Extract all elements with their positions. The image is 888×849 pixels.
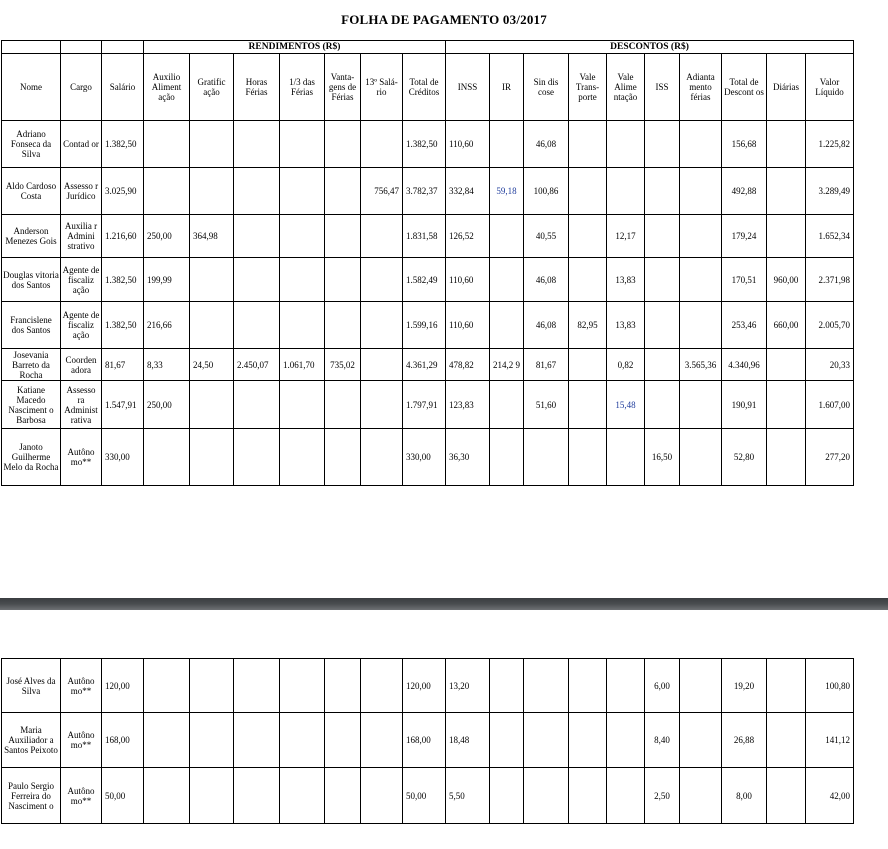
- cell-nome: Josevania Barreto da Rocha: [2, 349, 61, 381]
- cell-iss: 2,50: [645, 768, 680, 824]
- cell-nome: José Alves da Silva: [2, 659, 61, 713]
- cell-vale-alim: [607, 168, 645, 215]
- cell-salario: 1.547,91: [102, 381, 144, 429]
- cell-inss: 332,84: [446, 168, 490, 215]
- cell-vale-transp: [569, 349, 607, 381]
- cell-cargo: Auxilia r Admini strativo: [61, 215, 102, 258]
- cell-gratif: [190, 258, 234, 302]
- column-header-inss: INSS: [446, 54, 490, 121]
- cell-salario: 1.382,50: [102, 258, 144, 302]
- cell-total-creditos: 1.582,49: [403, 258, 446, 302]
- cell-diarias: [767, 168, 806, 215]
- column-header-iss: ISS: [645, 54, 680, 121]
- cell-total-creditos: 50,00: [403, 768, 446, 824]
- cell-horas-ferias: [234, 381, 280, 429]
- cell-decimo: [361, 302, 403, 349]
- cell-vale-transp: [569, 659, 607, 713]
- table-row: [2, 168, 854, 215]
- cell-liquido: 2.005,70: [806, 302, 854, 349]
- cell-aux-alim: [144, 121, 190, 168]
- cell-gratif: 24,50: [190, 349, 234, 381]
- cell-gratif: [190, 659, 234, 713]
- cell-sindicato: 51,60: [524, 381, 569, 429]
- cell-nome: Adriano Fonseca da Silva: [2, 121, 61, 168]
- cell-nome: Anderson Menezes Gois: [2, 215, 61, 258]
- cell-horas-ferias: [234, 659, 280, 713]
- cell-vantagens: [325, 215, 361, 258]
- cell-iss: 16,50: [645, 429, 680, 486]
- cell-adiant: [680, 258, 722, 302]
- cell-vantagens: [325, 302, 361, 349]
- cell-ir: [490, 302, 524, 349]
- cell-vale-alim: 12,17: [607, 215, 645, 258]
- table-row: [2, 713, 854, 768]
- cell-adiant: [680, 768, 722, 824]
- cell-terco-ferias: [280, 429, 325, 486]
- cell-horas-ferias: [234, 429, 280, 486]
- cell-gratif: [190, 768, 234, 824]
- cell-inss: 123,83: [446, 381, 490, 429]
- cell-nome: Aldo Cardoso Costa: [2, 168, 61, 215]
- cell-vale-alim: [607, 429, 645, 486]
- table-row: [2, 121, 854, 168]
- cell-decimo: [361, 215, 403, 258]
- cell-ir: [490, 215, 524, 258]
- cell-total-desc: 170,51: [722, 258, 767, 302]
- cell-total-desc: 26,88: [722, 713, 767, 768]
- cell-iss: 8,40: [645, 713, 680, 768]
- cell-adiant: [680, 302, 722, 349]
- cell-salario: 1.382,50: [102, 302, 144, 349]
- group-spacer: [2, 41, 61, 54]
- descontos-group-header: DESCONTOS (R$): [446, 41, 854, 54]
- cell-vantagens: [325, 659, 361, 713]
- rendimentos-group-header: RENDIMENTOS (R$): [144, 41, 446, 54]
- table-row: [2, 258, 854, 302]
- cell-decimo: [361, 713, 403, 768]
- cell-total-desc: 190,91: [722, 381, 767, 429]
- cell-adiant: [680, 429, 722, 486]
- cell-sindicato: [524, 659, 569, 713]
- cell-liquido: 1.607,00: [806, 381, 854, 429]
- group-spacer: [61, 41, 102, 54]
- cell-inss: 478,82: [446, 349, 490, 381]
- cell-total-creditos: 1.831,58: [403, 215, 446, 258]
- cell-vale-alim: [607, 768, 645, 824]
- column-header-decimo: 13º Salá-rio: [361, 54, 403, 121]
- cell-nome: Douglas vitoria dos Santos: [2, 258, 61, 302]
- cell-vantagens: [325, 168, 361, 215]
- payroll-table-continued: [1, 658, 854, 824]
- cell-vale-transp: [569, 168, 607, 215]
- cell-inss: 36,30: [446, 429, 490, 486]
- cell-inss: 13,20: [446, 659, 490, 713]
- cell-ir: [490, 659, 524, 713]
- cell-inss: 5,50: [446, 768, 490, 824]
- cell-vale-transp: [569, 713, 607, 768]
- cell-liquido: 2.371,98: [806, 258, 854, 302]
- cell-ir: 59,18: [490, 168, 524, 215]
- cell-adiant: 3.565,36: [680, 349, 722, 381]
- cell-decimo: 756,47: [361, 168, 403, 215]
- table-row: [2, 768, 854, 824]
- cell-terco-ferias: [280, 258, 325, 302]
- cell-inss: 18,48: [446, 713, 490, 768]
- cell-decimo: [361, 381, 403, 429]
- cell-aux-alim: 8,33: [144, 349, 190, 381]
- cell-adiant: [680, 381, 722, 429]
- cell-nome: Katiane Macedo Nasciment o Barbosa: [2, 381, 61, 429]
- cell-horas-ferias: [234, 713, 280, 768]
- cell-vantagens: [325, 258, 361, 302]
- page-separator: [0, 598, 888, 610]
- cell-diarias: [767, 713, 806, 768]
- cell-vantagens: 735,02: [325, 349, 361, 381]
- cell-iss: 6,00: [645, 659, 680, 713]
- cell-sindicato: [524, 768, 569, 824]
- cell-cargo: Autôno mo**: [61, 713, 102, 768]
- cell-salario: 81,67: [102, 349, 144, 381]
- cell-sindicato: 46,08: [524, 258, 569, 302]
- cell-decimo: [361, 258, 403, 302]
- cell-iss: [645, 168, 680, 215]
- cell-diarias: [767, 768, 806, 824]
- cell-vale-transp: [569, 429, 607, 486]
- cell-diarias: [767, 429, 806, 486]
- table-row: [2, 302, 854, 349]
- cell-diarias: [767, 659, 806, 713]
- cell-sindicato: 46,08: [524, 302, 569, 349]
- column-header-cargo: Cargo: [61, 54, 102, 121]
- column-header-row: [2, 54, 854, 121]
- cell-liquido: 20,33: [806, 349, 854, 381]
- cell-vantagens: [325, 121, 361, 168]
- cell-ir: 214,2 9: [490, 349, 524, 381]
- cell-aux-alim: 199,99: [144, 258, 190, 302]
- cell-sindicato: [524, 429, 569, 486]
- cell-terco-ferias: [280, 168, 325, 215]
- cell-liquido: 100,80: [806, 659, 854, 713]
- cell-horas-ferias: [234, 121, 280, 168]
- cell-horas-ferias: [234, 258, 280, 302]
- cell-ir: [490, 429, 524, 486]
- cell-cargo: Assesso ra Administ rativa: [61, 381, 102, 429]
- cell-horas-ferias: [234, 768, 280, 824]
- cell-salario: 330,00: [102, 429, 144, 486]
- cell-terco-ferias: 1.061,70: [280, 349, 325, 381]
- cell-iss: [645, 121, 680, 168]
- cell-iss: [645, 258, 680, 302]
- cell-vale-alim: 0,82: [607, 349, 645, 381]
- cell-diarias: [767, 381, 806, 429]
- cell-terco-ferias: [280, 713, 325, 768]
- cell-iss: [645, 349, 680, 381]
- cell-terco-ferias: [280, 302, 325, 349]
- column-header-gratif: Gratific ação: [190, 54, 234, 121]
- cell-cargo: Coorden adora: [61, 349, 102, 381]
- cell-cargo: Autôno mo**: [61, 768, 102, 824]
- cell-decimo: [361, 349, 403, 381]
- cell-aux-alim: [144, 768, 190, 824]
- cell-liquido: 141,12: [806, 713, 854, 768]
- cell-salario: 168,00: [102, 713, 144, 768]
- cell-salario: 120,00: [102, 659, 144, 713]
- table-row: [2, 215, 854, 258]
- cell-total-desc: 156,68: [722, 121, 767, 168]
- cell-total-desc: 179,24: [722, 215, 767, 258]
- cell-cargo: Contad or: [61, 121, 102, 168]
- cell-vale-transp: [569, 768, 607, 824]
- cell-decimo: [361, 659, 403, 713]
- table-row: [2, 349, 854, 381]
- cell-sindicato: 46,08: [524, 121, 569, 168]
- column-header-nome: Nome: [2, 54, 61, 121]
- cell-horas-ferias: 2.450,07: [234, 349, 280, 381]
- cell-gratif: [190, 713, 234, 768]
- cell-total-creditos: 330,00: [403, 429, 446, 486]
- cell-vale-alim: [607, 659, 645, 713]
- column-header-ir: IR: [490, 54, 524, 121]
- cell-total-creditos: 3.782,37: [403, 168, 446, 215]
- cell-vale-transp: [569, 381, 607, 429]
- cell-vale-alim: 13,83: [607, 302, 645, 349]
- cell-terco-ferias: [280, 121, 325, 168]
- cell-total-desc: 52,80: [722, 429, 767, 486]
- column-header-vantagens: Vanta- gens de Férias: [325, 54, 361, 121]
- cell-cargo: Agente de fiscaliz ação: [61, 302, 102, 349]
- cell-diarias: [767, 349, 806, 381]
- cell-total-desc: 253,46: [722, 302, 767, 349]
- cell-total-creditos: 168,00: [403, 713, 446, 768]
- cell-vale-alim: 15,48: [607, 381, 645, 429]
- cell-ir: [490, 258, 524, 302]
- cell-adiant: [680, 121, 722, 168]
- cell-cargo: Agente de fiscaliz ação: [61, 258, 102, 302]
- column-header-sindicato: Sin dis cose: [524, 54, 569, 121]
- cell-sindicato: 40,55: [524, 215, 569, 258]
- cell-nome: Janoto Guilherme Melo da Rocha: [2, 429, 61, 486]
- cell-adiant: [680, 713, 722, 768]
- cell-vale-alim: 13,83: [607, 258, 645, 302]
- cell-decimo: [361, 429, 403, 486]
- cell-inss: 110,60: [446, 258, 490, 302]
- cell-salario: 50,00: [102, 768, 144, 824]
- cell-total-creditos: 4.361,29: [403, 349, 446, 381]
- cell-total-creditos: 120,00: [403, 659, 446, 713]
- cell-vale-alim: [607, 121, 645, 168]
- cell-sindicato: 81,67: [524, 349, 569, 381]
- cell-liquido: 277,20: [806, 429, 854, 486]
- cell-liquido: 1.225,82: [806, 121, 854, 168]
- cell-salario: 3.025,90: [102, 168, 144, 215]
- cell-aux-alim: [144, 713, 190, 768]
- cell-vantagens: [325, 768, 361, 824]
- column-header-liquido: Valor Líquido: [806, 54, 854, 121]
- cell-salario: 1.216,60: [102, 215, 144, 258]
- cell-aux-alim: [144, 659, 190, 713]
- cell-total-creditos: 1.382,50: [403, 121, 446, 168]
- cell-horas-ferias: [234, 302, 280, 349]
- cell-aux-alim: [144, 429, 190, 486]
- column-header-total-desc: Total de Descont os: [722, 54, 767, 121]
- cell-diarias: [767, 121, 806, 168]
- cell-iss: [645, 381, 680, 429]
- cell-diarias: 960,00: [767, 258, 806, 302]
- cell-inss: 126,52: [446, 215, 490, 258]
- cell-inss: 110,60: [446, 121, 490, 168]
- cell-total-desc: 8,00: [722, 768, 767, 824]
- cell-decimo: [361, 121, 403, 168]
- cell-cargo: Autôno mo**: [61, 659, 102, 713]
- cell-vale-transp: [569, 215, 607, 258]
- cell-gratif: 364,98: [190, 215, 234, 258]
- cell-decimo: [361, 768, 403, 824]
- cell-ir: [490, 713, 524, 768]
- column-header-vale-transp: Vale Trans- porte: [569, 54, 607, 121]
- cell-vantagens: [325, 429, 361, 486]
- cell-horas-ferias: [234, 168, 280, 215]
- cell-aux-alim: 250,00: [144, 381, 190, 429]
- cell-iss: [645, 215, 680, 258]
- cell-vale-transp: [569, 258, 607, 302]
- cell-vale-transp: [569, 121, 607, 168]
- group-spacer: [102, 41, 144, 54]
- column-header-salario: Salário: [102, 54, 144, 121]
- cell-liquido: 3.289,49: [806, 168, 854, 215]
- cell-gratif: [190, 302, 234, 349]
- cell-sindicato: [524, 713, 569, 768]
- cell-terco-ferias: [280, 215, 325, 258]
- cell-total-desc: 4.340,96: [722, 349, 767, 381]
- cell-nome: Paulo Sergio Ferreira do Nasciment o: [2, 768, 61, 824]
- table-row: [2, 381, 854, 429]
- cell-aux-alim: 216,66: [144, 302, 190, 349]
- cell-horas-ferias: [234, 215, 280, 258]
- cell-aux-alim: 250,00: [144, 215, 190, 258]
- cell-gratif: [190, 429, 234, 486]
- cell-nome: Francislene dos Santos: [2, 302, 61, 349]
- column-header-terco-ferias: 1/3 das Férias: [280, 54, 325, 121]
- cell-adiant: [680, 168, 722, 215]
- cell-nome: Maria Auxiliador a Santos Peixoto: [2, 713, 61, 768]
- cell-cargo: Autôno mo**: [61, 429, 102, 486]
- cell-ir: [490, 381, 524, 429]
- cell-gratif: [190, 121, 234, 168]
- cell-liquido: 1.652,34: [806, 215, 854, 258]
- cell-total-creditos: 1.797,91: [403, 381, 446, 429]
- cell-inss: 110,60: [446, 302, 490, 349]
- cell-sindicato: 100,86: [524, 168, 569, 215]
- payroll-table: [1, 40, 854, 486]
- cell-vantagens: [325, 381, 361, 429]
- table-row: [2, 659, 854, 713]
- cell-gratif: [190, 168, 234, 215]
- cell-ir: [490, 121, 524, 168]
- cell-total-desc: 19,20: [722, 659, 767, 713]
- cell-vale-alim: [607, 713, 645, 768]
- cell-total-desc: 492,88: [722, 168, 767, 215]
- cell-cargo: Assesso r Jurídico: [61, 168, 102, 215]
- column-header-horas-ferias: Horas Férias: [234, 54, 280, 121]
- cell-adiant: [680, 215, 722, 258]
- cell-terco-ferias: [280, 381, 325, 429]
- cell-terco-ferias: [280, 768, 325, 824]
- table-row: [2, 429, 854, 486]
- cell-iss: [645, 302, 680, 349]
- cell-adiant: [680, 659, 722, 713]
- cell-total-creditos: 1.599,16: [403, 302, 446, 349]
- column-header-aux-alim: Auxilio Aliment ação: [144, 54, 190, 121]
- column-header-diarias: Diárias: [767, 54, 806, 121]
- column-header-total-creditos: Total de Créditos: [403, 54, 446, 121]
- column-header-vale-alim: Vale Alime ntação: [607, 54, 645, 121]
- cell-diarias: 660,00: [767, 302, 806, 349]
- cell-salario: 1.382,50: [102, 121, 144, 168]
- group-header-row: [2, 41, 854, 54]
- cell-vantagens: [325, 713, 361, 768]
- cell-ir: [490, 768, 524, 824]
- column-header-adiant: Adianta mento férias: [680, 54, 722, 121]
- cell-liquido: 42,00: [806, 768, 854, 824]
- cell-diarias: [767, 215, 806, 258]
- cell-gratif: [190, 381, 234, 429]
- cell-aux-alim: [144, 168, 190, 215]
- page-title: FOLHA DE PAGAMENTO 03/2017: [341, 12, 547, 27]
- cell-vale-transp: 82,95: [569, 302, 607, 349]
- cell-terco-ferias: [280, 659, 325, 713]
